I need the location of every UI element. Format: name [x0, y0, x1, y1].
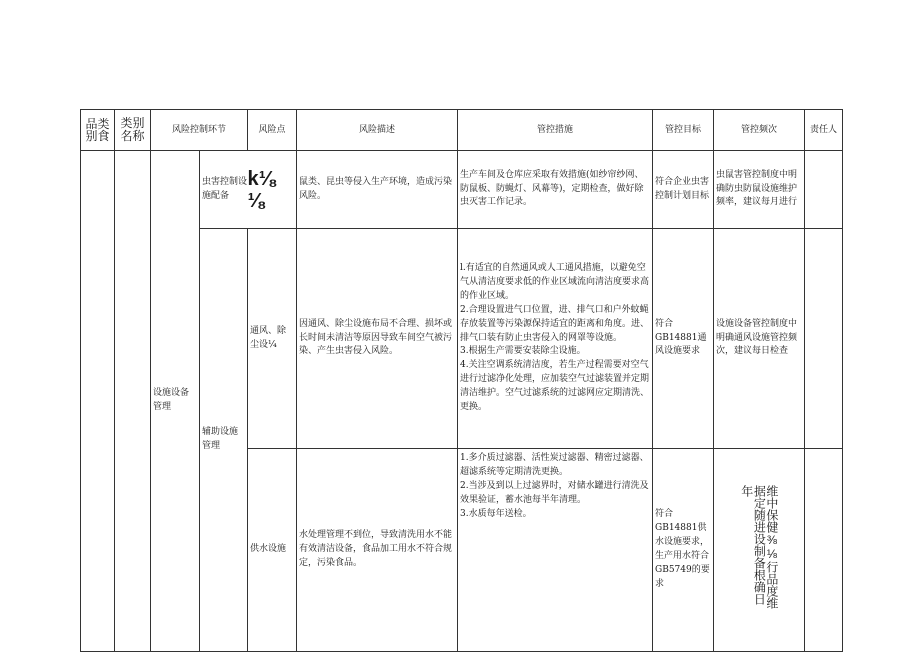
- header-risk-desc: 风险描述: [297, 110, 458, 151]
- pest-frequency: 虫鼠害管控制度中明确防虫防鼠设施维护频率，建议每月进行: [714, 151, 805, 229]
- section-label: 设施设备管理: [151, 151, 200, 652]
- water-measure-3: 3.水质每年送检。: [460, 508, 532, 519]
- type-name-cell: [115, 151, 151, 652]
- vent-measure-3: 3.根据生产需要安装除尘设施。: [460, 346, 586, 357]
- vent-measures: [458, 229, 653, 449]
- risk-control-table: [80, 109, 843, 652]
- header-measures: 管控措施: [458, 110, 653, 151]
- vent-frequency: 设施设备管控制度中明确通风设施管控频次，建议每日检查: [714, 229, 805, 449]
- water-risk-point: 供水设施: [248, 449, 297, 652]
- water-measure-1: 1.多介质过滤器、活性炭过滤器、精密过滤器、超滤系统等定期清洗更换。: [460, 453, 649, 477]
- vent-measure-2: 2.合理设置进气口位置，进、排气口和户外蚊蝇存放装置等污染源保持适宜的距离和角度。进、排气口装有防止虫害侵入的网罩等设施。: [460, 304, 650, 343]
- pest-measures: 生产车间及仓库应采取有效措施(如纱帘纱网、防鼠板、防蝇灯、风幕等)，定期检查，做好除虫灭害工作记录。: [458, 151, 653, 229]
- table-row: [81, 151, 843, 229]
- header-control-stage: 风险控制环节: [151, 110, 248, 151]
- pest-description: 鼠类、昆虫等侵入生产环境，造成污染风险。: [297, 151, 458, 229]
- vent-target: 符合GB14881通风设施要求: [653, 229, 714, 449]
- vent-responsible: [805, 229, 843, 449]
- header-target: 管控目标: [653, 110, 714, 151]
- vent-measure-1: l.有适宜的自然通风或人工通风措施，以避免空气从清洁度要求低的作业区域流向清洁度要求高的作业区域。: [460, 262, 650, 301]
- water-frequency: 维中保健⅜⅛行品度维据定随进设制备根确日年: [739, 484, 779, 609]
- water-measure-2: 2.当涉及到以上过滤界时，对储水罐进行清洗及效果验证，蓄水池每半年清理。: [460, 480, 649, 505]
- pest-risk-point: k⅛ ⅛: [247, 167, 276, 212]
- water-description: 水处理管理不到位，导致清洗用水不能有效清洁设备，食品加工用水不符合规定，污染食品。: [297, 449, 458, 652]
- pest-stage: 虫害控制设施配备: [202, 176, 248, 201]
- vent-description: 因通风、除尘设施布局不合理、损坏或长时间未清洁等原因导致车间空气被污染、产生虫害侵入风险。: [297, 229, 458, 449]
- header-responsible: 责任人: [805, 110, 843, 151]
- water-frequency-cell: [714, 449, 805, 652]
- water-responsible: [805, 449, 843, 652]
- category-cell: [81, 151, 115, 652]
- header-frequency: 管控频次: [714, 110, 805, 151]
- vent-risk-point: 通风、除尘设¼: [248, 229, 297, 449]
- water-measures: [458, 449, 653, 652]
- header-risk-point: 风险点: [248, 110, 297, 151]
- vent-measure-4: 4.关注空调系统清洁度，若生产过程需要对空气进行过滤净化处理，应加装空气过滤装置并定期清洁维护。空气过滤系统的过滤网应定期清洗、更换。: [460, 360, 650, 413]
- header-row: [81, 110, 843, 151]
- aux-stage: 辅助设施管理: [200, 229, 248, 652]
- header-category: 品类别食: [81, 110, 115, 151]
- water-target: 符合GB14881供水设施要求，生产用水符合GB5749的要求: [653, 449, 714, 652]
- header-type-name: 类别名称: [115, 110, 151, 151]
- pest-target: 符合企业虫害控制计划目标: [653, 151, 714, 229]
- pest-responsible: [805, 151, 843, 229]
